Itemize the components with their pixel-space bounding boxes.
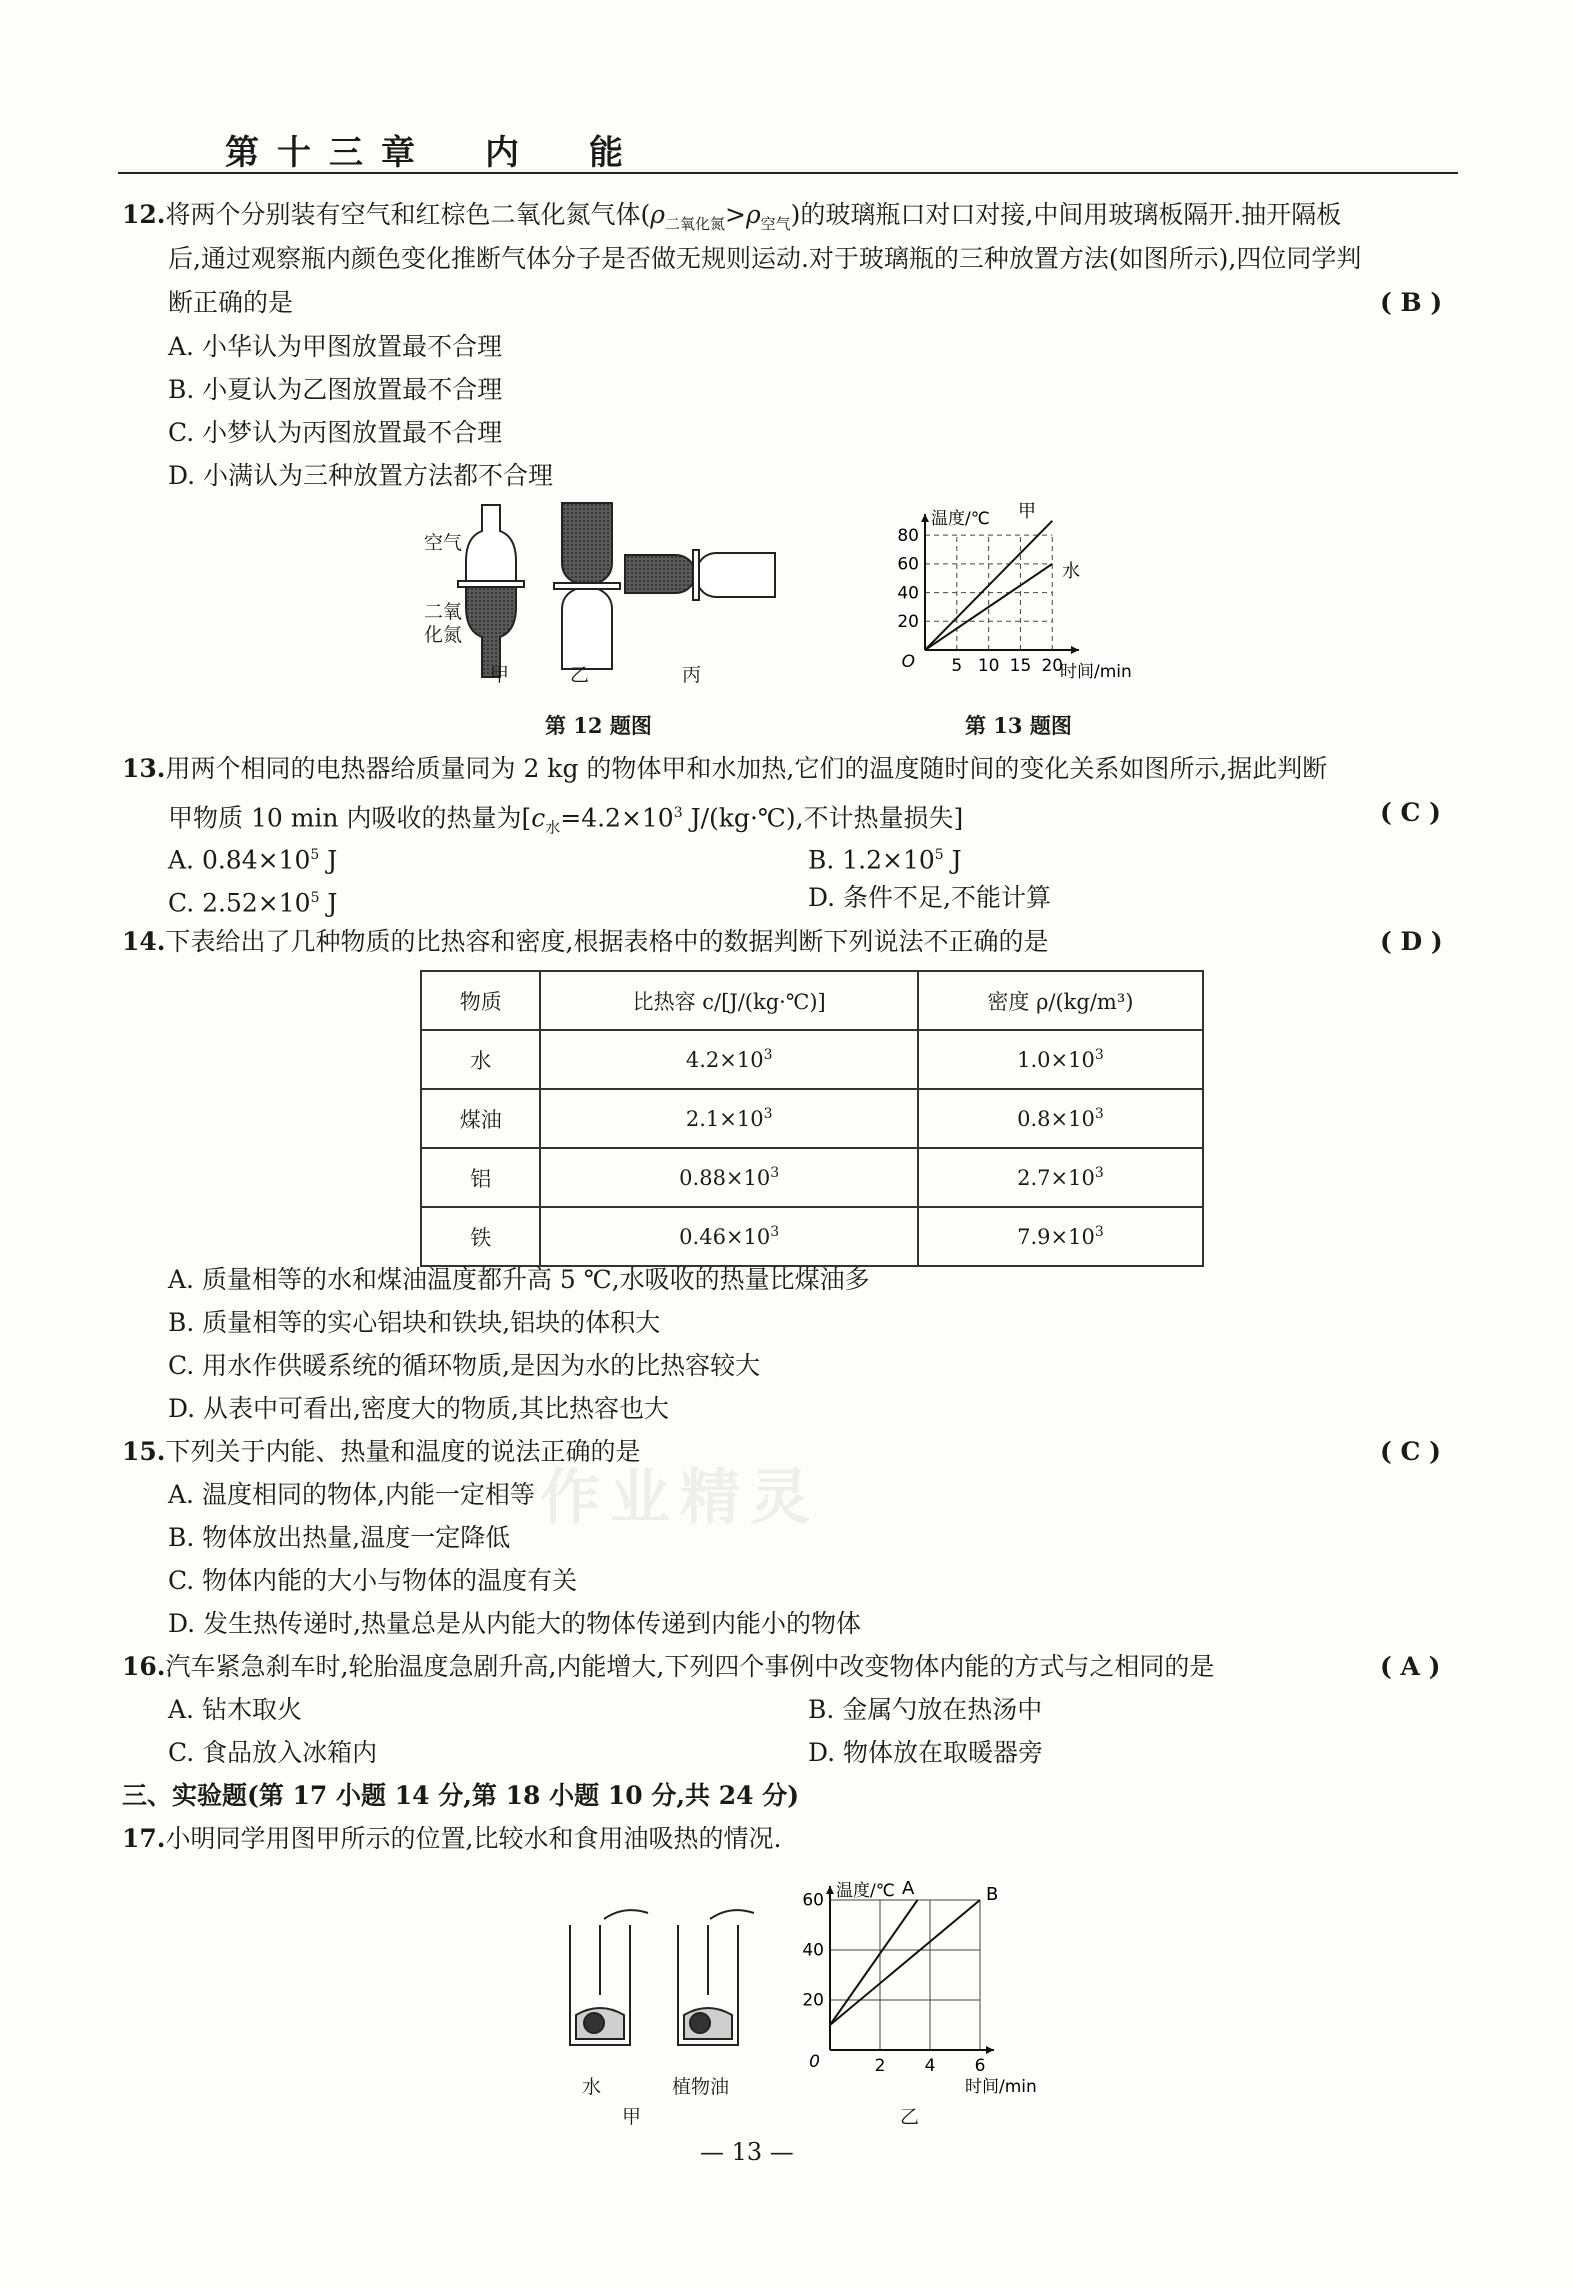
q17-beakers-figure: [560, 1905, 770, 2085]
q13-option-b: [808, 838, 962, 877]
cell-rho-base: 1.0×10: [1017, 1048, 1095, 1072]
q16-number: 16.: [122, 1652, 166, 1681]
label-bing: 丙: [682, 664, 702, 686]
series-label-2: B: [986, 1884, 999, 1905]
cell-c-base: 0.88×10: [679, 1166, 771, 1190]
table-row: [421, 1207, 1203, 1266]
table-cell-name: 水: [421, 1030, 540, 1089]
x-tick-label: 5: [951, 656, 963, 676]
q14-line1: [122, 925, 1048, 959]
x-tick-label: 2: [874, 2056, 886, 2076]
q13-option-c: [168, 881, 337, 920]
cell-rho-base: 0.8×10: [1017, 1107, 1095, 1131]
table-row: [421, 1148, 1203, 1207]
cell-c-exp: 3: [770, 1224, 780, 1240]
y-axis-label: 温度/℃: [836, 1881, 895, 1901]
q15-option-c: C. 物体内能的大小与物体的温度有关: [168, 1566, 578, 1595]
q15-option-b: B. 物体放出热量,温度一定降低: [168, 1523, 511, 1552]
table-header-heat-capacity: 比热容 c/[J/(kg·℃)]: [540, 971, 917, 1030]
table-cell-c: [540, 1148, 917, 1207]
label-oil: 植物油: [672, 2076, 730, 2098]
cell-rho-exp: 3: [1094, 1047, 1104, 1063]
q13-option-a: [168, 838, 337, 877]
label-yi: 乙: [570, 664, 590, 686]
y-tick-label: 60: [802, 1890, 824, 1911]
q13-b-exp: 5: [934, 847, 944, 863]
label-water: 水: [582, 2076, 602, 2098]
q17-text1: 小明同学用图甲所示的位置,比较水和食用油吸热的情况.: [165, 1824, 782, 1853]
origin-label: O: [901, 652, 915, 672]
series-label-2: 水: [1062, 561, 1080, 582]
x-axis-label: 时间/min: [965, 2077, 1037, 2097]
label-fig-yi: 乙: [900, 2106, 920, 2128]
table-cell-name: 铁: [421, 1207, 540, 1266]
q12-line1: [122, 198, 1341, 241]
q12-bottles-figure: [410, 495, 790, 695]
header-rule: [118, 172, 1458, 174]
q17-chart: [790, 1860, 1050, 2100]
q12-line3: 断正确的是: [168, 288, 294, 317]
q13-c-exp: 5: [310, 890, 320, 906]
table-cell-c: [540, 1030, 917, 1089]
q13-text1: 用两个相同的电热器给质量同为 2 kg 的物体甲和水加热,它们的温度随时间的变化关系如图所示,据此判断: [165, 754, 1328, 783]
q13-c-base: C. 2.52×10: [168, 888, 311, 918]
q13-b-unit: J: [943, 845, 962, 875]
cell-c-base: 0.46×10: [679, 1225, 771, 1249]
q12-sub-air: 空气: [760, 215, 791, 233]
q13-a-base: A. 0.84×10: [168, 845, 311, 875]
q14-option-c: C. 用水作供暖系统的循环物质,是因为水的比热容较大: [168, 1351, 761, 1380]
q14-option-d: D. 从表中可看出,密度大的物质,其比热容也大: [168, 1394, 669, 1423]
q15-number: 15.: [122, 1437, 166, 1466]
q12-caption: 第 12 题图: [545, 713, 652, 738]
cell-rho-exp: 3: [1094, 1165, 1104, 1181]
table-cell-name: 煤油: [421, 1089, 540, 1148]
q12-answer: ( B ): [1380, 288, 1443, 317]
q16-text1: 汽车紧急刹车时,轮胎温度急剧升高,内能增大,下列四个事例中改变物体内能的方式与之相同的是: [165, 1652, 1215, 1681]
y-tick-label: 20: [802, 1990, 824, 2011]
q13-text2c: J/(kg·℃),不计热量损失]: [682, 803, 964, 833]
table-cell-rho: [918, 1207, 1203, 1266]
cell-rho-exp: 3: [1094, 1224, 1104, 1240]
beaker-water: [570, 1910, 648, 2045]
q16-option-d: D. 物体放在取暖器旁: [808, 1738, 1044, 1767]
chapter-title: 第十三章 内 能: [225, 133, 641, 173]
q16-option-b: B. 金属勺放在热汤中: [808, 1695, 1043, 1724]
cell-rho-exp: 3: [1094, 1106, 1104, 1122]
x-tick-label: 15: [1009, 656, 1032, 676]
label-jia: 甲: [490, 664, 510, 686]
q16-option-a: A. 钻木取火: [168, 1695, 302, 1724]
label-no2-2: 化氮: [424, 624, 463, 646]
q17-number: 17.: [122, 1824, 166, 1853]
q15-option-d: D. 发生热传递时,热量总是从内能大的物体传递到内能小的物体: [168, 1609, 861, 1638]
y-tick-label: 40: [802, 1940, 824, 1961]
cell-c-base: 4.2×10: [685, 1048, 764, 1072]
cell-c-exp: 3: [770, 1165, 780, 1181]
table-row: [421, 1030, 1203, 1089]
q12-text1b: )的玻璃瓶口对口对接,中间用玻璃板隔开.抽开隔板: [790, 200, 1342, 229]
q14-text1: 下表给出了几种物质的比热容和密度,根据表格中的数据判断下列说法不正确的是: [165, 927, 1049, 956]
table-cell-rho: [918, 1030, 1203, 1089]
q13-line1: [122, 752, 1327, 786]
table-row: [421, 1089, 1203, 1148]
y-axis-arrow: [826, 1886, 834, 1894]
q16-answer: ( A ): [1380, 1652, 1441, 1681]
q13-chart: [880, 495, 1180, 695]
q13-c-symbol: c: [531, 803, 546, 833]
q13-a-unit: J: [319, 845, 338, 875]
q12-option-d: D. 小满认为三种放置方法都不合理: [168, 461, 554, 490]
q16-option-c: C. 食品放入冰箱内: [168, 1738, 378, 1767]
q17-line1: [122, 1822, 781, 1856]
q13-a-exp: 5: [310, 847, 320, 863]
q13-number: 13.: [122, 754, 166, 783]
q14-number: 14.: [122, 927, 166, 956]
q13-answer: ( C ): [1380, 798, 1441, 827]
series-label-1: A: [902, 1878, 915, 1899]
y-tick-label: 40: [897, 583, 919, 604]
q13-b-base: B. 1.2×10: [808, 845, 935, 875]
x-axis-arrow: [986, 2046, 994, 2054]
page-number: — 13 —: [700, 2138, 794, 2166]
label-air: 空气: [424, 532, 463, 554]
label-fig-jia: 甲: [622, 2106, 642, 2128]
table-cell-c: [540, 1207, 917, 1266]
watermark: 作业精灵: [540, 1463, 820, 1533]
q12-line2: 后,通过观察瓶内颜色变化推断气体分子是否做无规则运动.对于玻璃瓶的三种放置方法(如图所示),四位同学判: [168, 244, 1362, 273]
beaker-oil: [678, 1910, 754, 2045]
q13-c-unit: J: [319, 888, 338, 918]
q15-answer: ( C ): [1380, 1437, 1441, 1466]
q12-text1a: 将两个分别装有空气和红棕色二氧化氮气体(: [165, 200, 651, 229]
cell-c-base: 2.1×10: [685, 1107, 764, 1131]
q13-text2a: 甲物质 10 min 内吸收的热量为[: [168, 803, 532, 833]
q13-text2-exp: 3: [673, 805, 683, 821]
q12-number: 12.: [122, 200, 166, 229]
q15-text1: 下列关于内能、热量和温度的说法正确的是: [165, 1437, 641, 1466]
q12-rho2: ρ: [745, 200, 761, 229]
q12-option-b: B. 小夏认为乙图放置最不合理: [168, 375, 503, 404]
table-cell-rho: [918, 1148, 1203, 1207]
q14-answer: ( D ): [1380, 927, 1443, 956]
q13-c-sub: 水: [545, 818, 561, 837]
y-axis-arrow: [921, 514, 929, 522]
y-tick-label: 60: [897, 554, 919, 575]
table-cell-c: [540, 1089, 917, 1148]
origin-label: 0: [809, 2052, 820, 2072]
y-tick-label: 20: [897, 611, 919, 632]
x-axis-arrow: [1071, 646, 1079, 654]
bottle-jia: [458, 505, 524, 677]
table-header-substance: 物质: [421, 971, 540, 1030]
cell-rho-base: 7.9×10: [1017, 1225, 1095, 1249]
table-header-row: [421, 971, 1203, 1030]
bottle-yi: [554, 503, 620, 669]
x-tick-label: 20: [1041, 656, 1064, 676]
q14-data-table: [420, 970, 1204, 1267]
label-no2-1: 二氧: [424, 601, 463, 623]
x-tick-label: 6: [974, 2056, 986, 2076]
q13-text2b: =4.2×10: [560, 803, 674, 833]
q16-line1: [122, 1650, 1214, 1684]
x-axis-label: 时间/min: [1060, 662, 1132, 682]
y-tick-label: 80: [897, 525, 919, 546]
q12-option-c: C. 小梦认为丙图放置最不合理: [168, 418, 503, 447]
q13-caption: 第 13 题图: [965, 713, 1072, 738]
table-cell-rho: [918, 1089, 1203, 1148]
q12-gt: >: [724, 200, 746, 229]
y-axis-label: 温度/℃: [931, 509, 990, 529]
cell-c-exp: 3: [763, 1047, 773, 1063]
q14-option-a: A. 质量相等的水和煤油温度都升高 5 ℃,水吸收的热量比煤油多: [168, 1265, 870, 1294]
series-label-1: 甲: [1018, 501, 1036, 522]
cell-rho-base: 2.7×10: [1017, 1166, 1095, 1190]
cell-c-exp: 3: [763, 1106, 773, 1122]
table-cell-name: 铝: [421, 1148, 540, 1207]
q13-option-d: D. 条件不足,不能计算: [808, 883, 1051, 912]
q12-option-a: A. 小华认为甲图放置最不合理: [168, 332, 502, 361]
section-3-title: 三、实验题(第 17 小题 14 分,第 18 小题 10 分,共 24 分): [122, 1781, 800, 1810]
x-tick-label: 4: [924, 2056, 936, 2076]
q15-option-a: A. 温度相同的物体,内能一定相等: [168, 1480, 535, 1509]
table-header-density: 密度 ρ/(kg/m³): [918, 971, 1203, 1030]
x-tick-label: 10: [977, 656, 1000, 676]
q14-option-b: B. 质量相等的实心铝块和铁块,铝块的体积大: [168, 1308, 661, 1337]
bottle-bing: [625, 550, 775, 600]
q12-sub-no2: 二氧化氮: [664, 215, 725, 233]
q12-rho1: ρ: [650, 200, 665, 229]
